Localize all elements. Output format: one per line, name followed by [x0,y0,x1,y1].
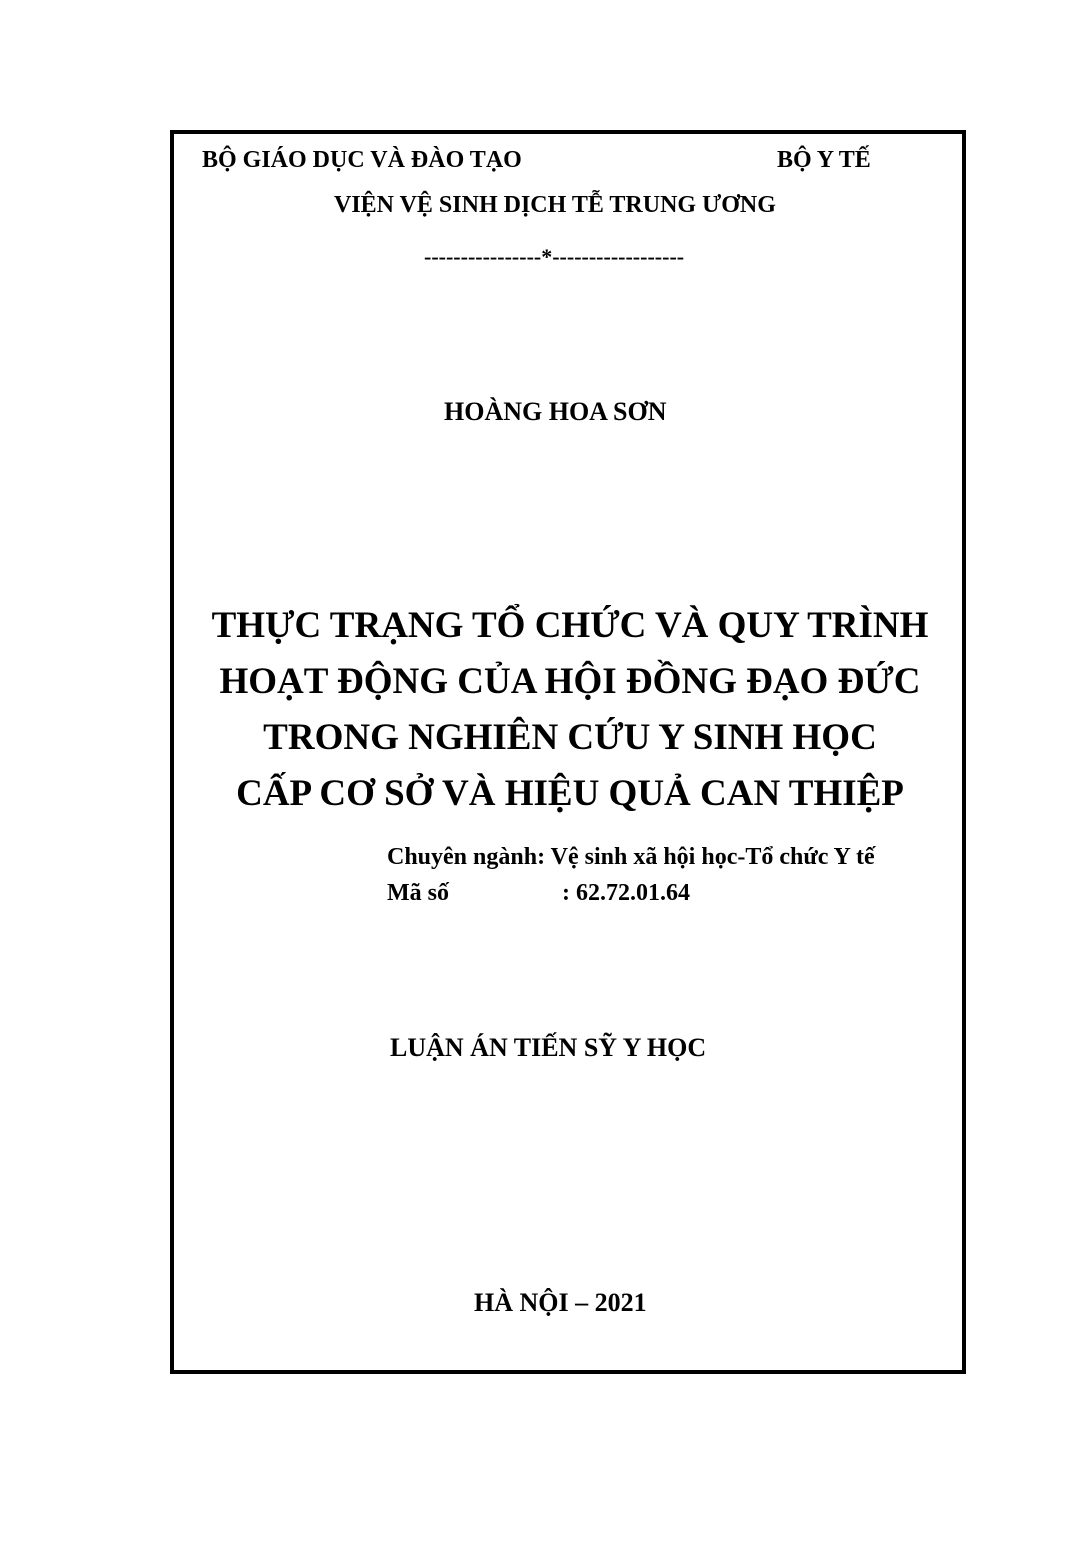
place-year: HÀ NỘI – 2021 [474,1288,647,1317]
header-separator: ----------------*------------------ [424,244,685,269]
ministry-health-label: BỘ Y TẾ [777,147,871,173]
degree-label: LUẬN ÁN TIẾN SỸ Y HỌC [390,1033,707,1062]
thesis-title-line: CẤP CƠ SỞ VÀ HIỆU QUẢ CAN THIỆP [236,773,904,814]
thesis-title-line: TRONG NGHIÊN CỨU Y SINH HỌC [263,717,877,758]
code-value: : 62.72.01.64 [562,880,690,906]
institute-name: VIỆN VỆ SINH DỊCH TỄ TRUNG ƯƠNG [334,192,776,218]
thesis-title-line: THỰC TRẠNG TỔ CHỨC VÀ QUY TRÌNH [211,605,929,646]
ministry-education-label: BỘ GIÁO DỤC VÀ ĐÀO TẠO [202,147,522,173]
specialty-line [387,845,875,869]
code-label: Mã số [387,880,449,906]
specialty-value: Vệ sinh xã hội học-Tổ chức Y tế [550,844,875,870]
author-name: HOÀNG HOA SƠN [444,397,667,426]
specialty-label: Chuyên ngành: [387,844,546,870]
thesis-title [170,598,970,822]
thesis-title-line: HOẠT ĐỘNG CỦA HỘI ĐỒNG ĐẠO ĐỨC [219,661,921,702]
